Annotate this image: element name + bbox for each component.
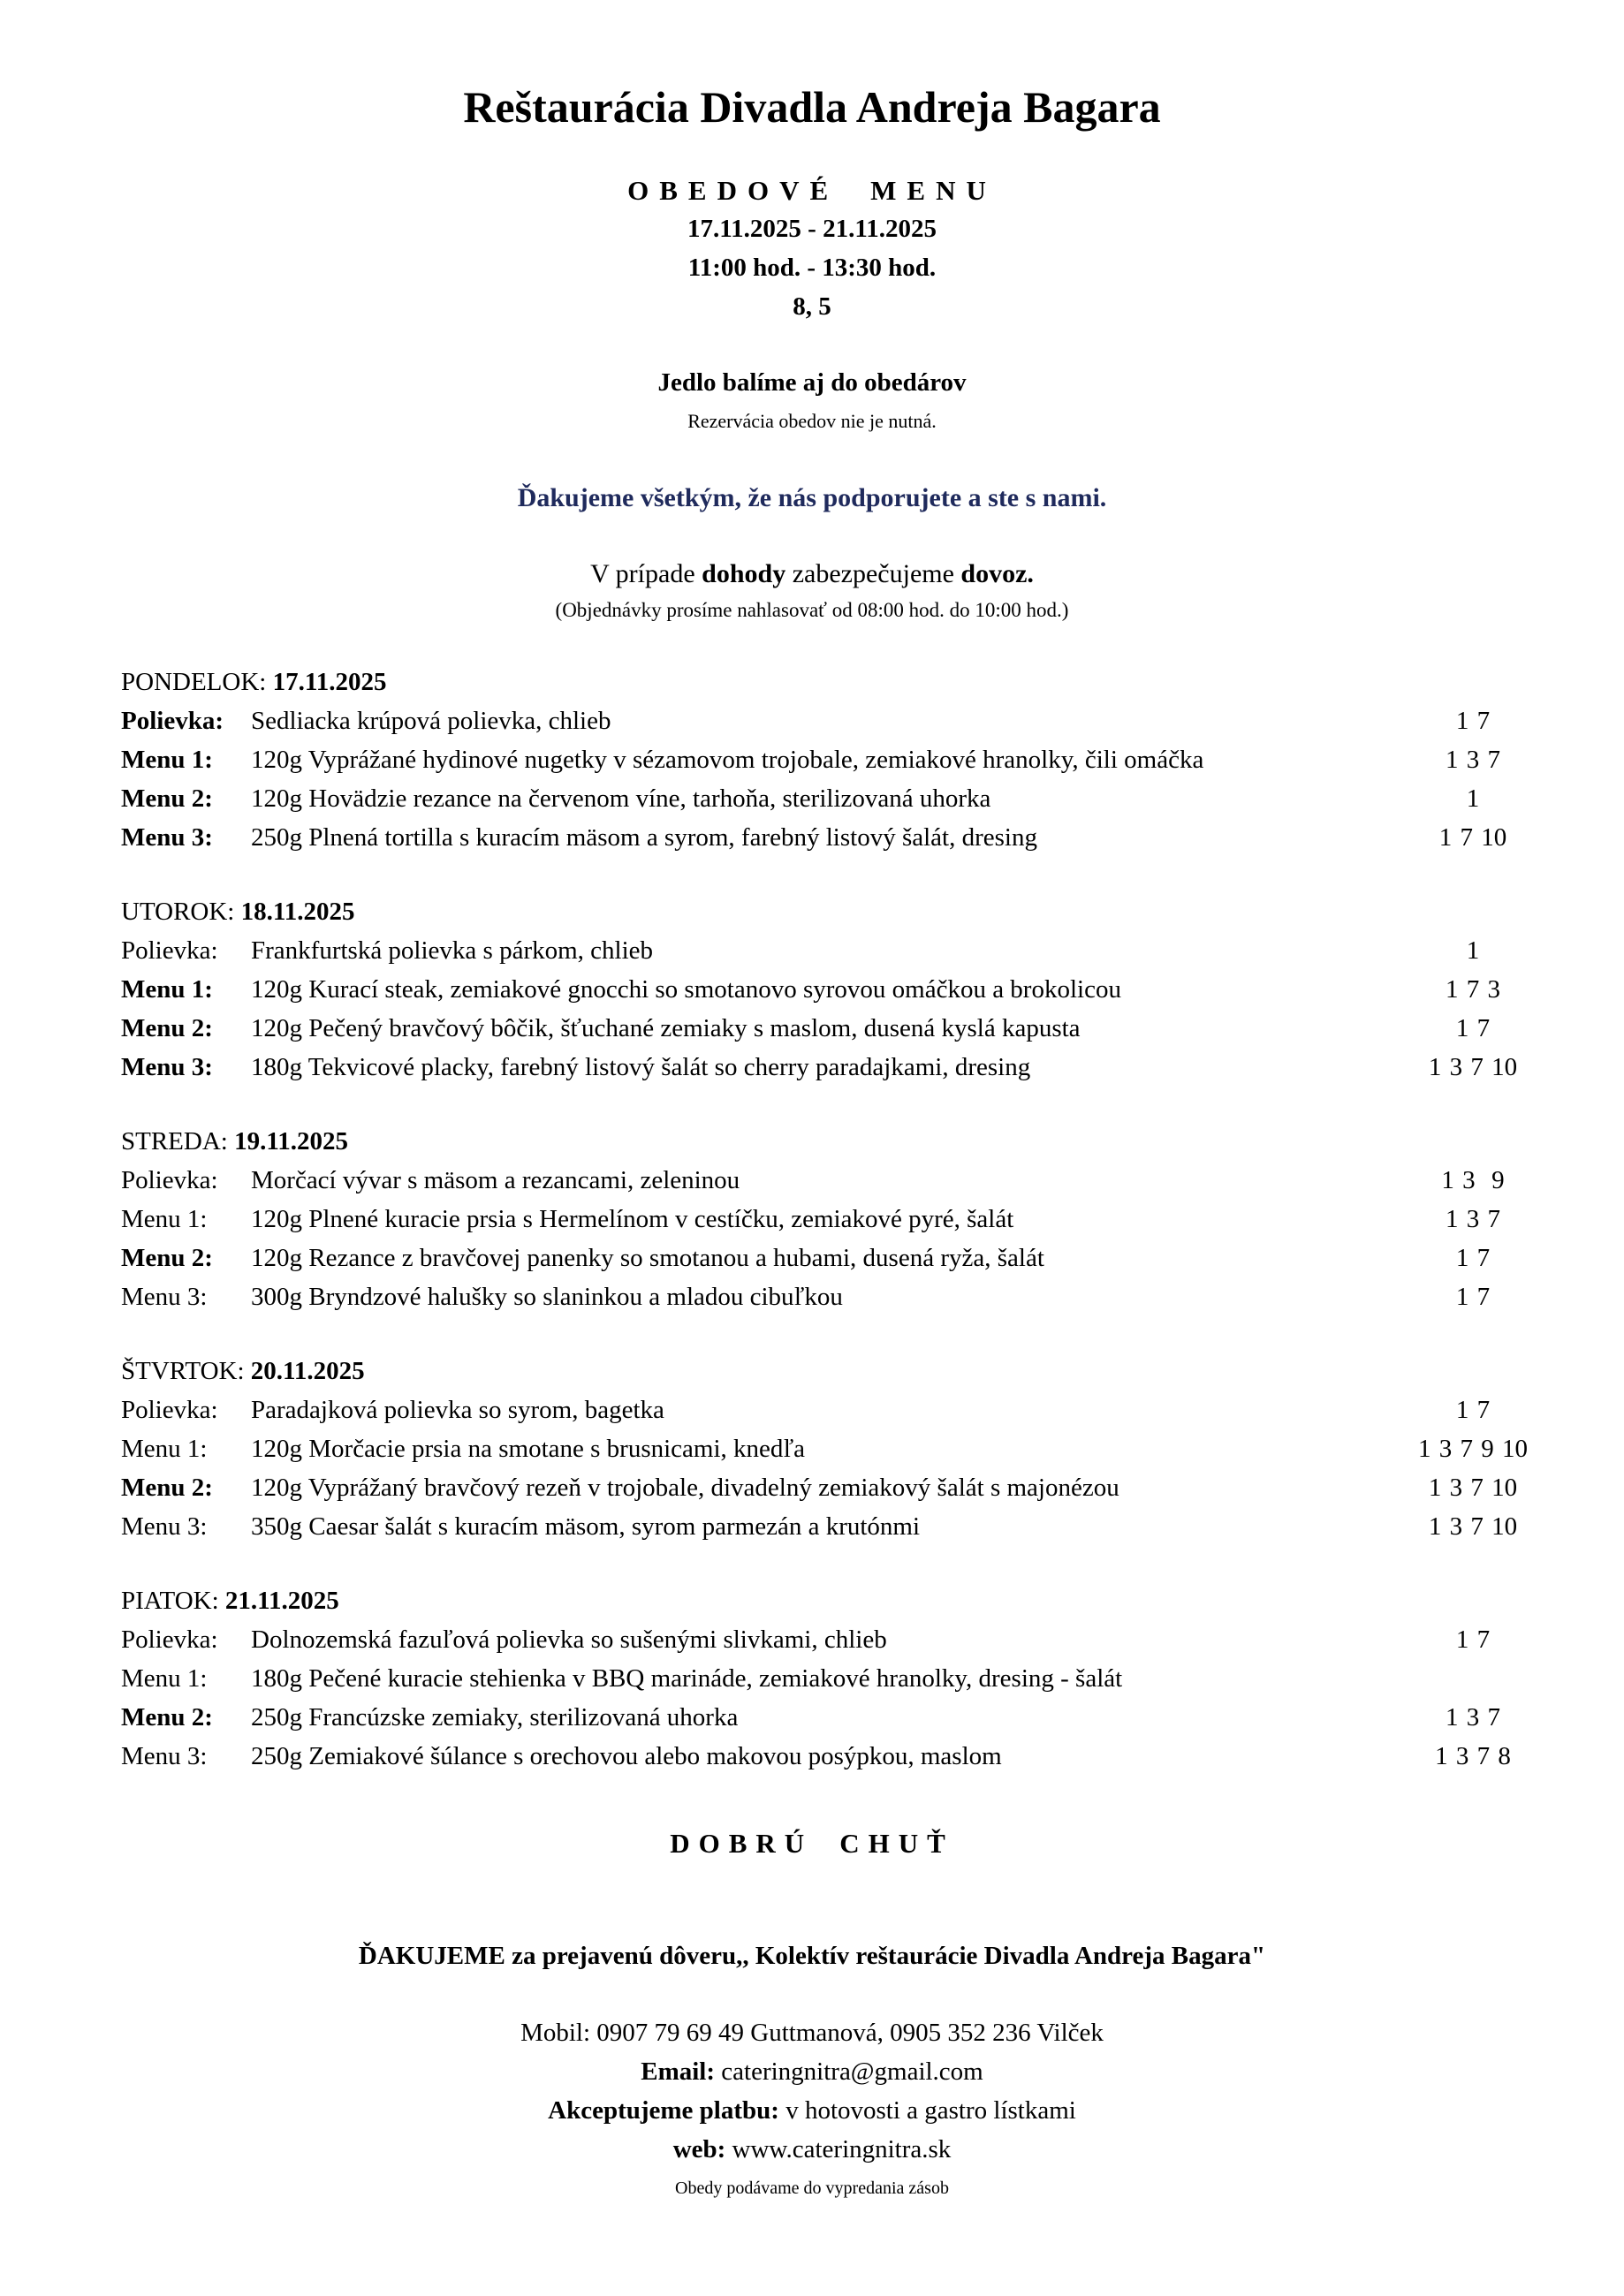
allergens: 1 3 7 8 [1435, 1742, 1511, 1770]
menu-row-1 [121, 970, 1517, 1009]
menu-row-3 [121, 1277, 1517, 1316]
good-appetite-word1: DOBRÚ [670, 1828, 814, 1859]
menu-row-3 [121, 1048, 1517, 1087]
dish-name: 120g Morčacie prsia na smotane s brusnicami, knedľa [251, 1435, 806, 1463]
row-label: Menu 2: [121, 1014, 213, 1042]
packing-notice: Jedlo balíme aj do obedárov [657, 368, 967, 397]
row-label: Menu 2: [121, 1474, 213, 1502]
allergens: 1 7 [1455, 707, 1491, 735]
dish-name: Paradajková polievka so syrom, bagetka [251, 1396, 664, 1424]
dish-name: 180g Pečené kuracie stehienka v BBQ marináde, zemiakové hranolky, dresing - šalát [251, 1664, 1123, 1693]
payment-value: v hotovosti a gastro lístkami [778, 2096, 1076, 2125]
allergens: 1 7 [1455, 1283, 1491, 1311]
menu-row-2 [121, 1239, 1517, 1277]
dish-name: Sedliacka krúpová polievka, chlieb [251, 707, 611, 735]
allergens: 1 3 9 [1441, 1166, 1505, 1194]
row-label: Menu 3: [121, 1512, 208, 1541]
day-section-monday [121, 663, 1517, 857]
menu-row-2 [121, 779, 1517, 818]
good-appetite-heading [0, 1828, 1624, 1860]
dish-name: 350g Caesar šalát s kuracím mäsom, syrom parmezán a krutónmi [251, 1512, 921, 1541]
dish-name: Dolnozemská fazuľová polievka so sušenými slivkami, chlieb [251, 1625, 887, 1654]
delivery-bold-2: dovoz. [960, 559, 1034, 588]
row-label: Menu 3: [121, 1742, 208, 1770]
day-header [121, 1352, 1517, 1390]
menu-row-3 [121, 1737, 1517, 1776]
menu-row-1 [121, 740, 1517, 779]
delivery-text-2: zabezpečujeme [785, 559, 961, 588]
web-label: web: [672, 2135, 726, 2163]
day-header [121, 663, 1517, 701]
dish-name: 120g Vyprážané hydinové nugetky v sézamovom trojobale, zemiakové hranolky, čili omáčka [251, 746, 1204, 774]
reservation-notice: Rezervácia obedov nie je nutná. [687, 410, 937, 432]
payment-label: Akceptujeme platbu: [548, 2096, 779, 2125]
menu-row-1 [121, 1659, 1517, 1698]
day-header [121, 1581, 1517, 1620]
allergens: 1 3 7 10 [1428, 1053, 1518, 1081]
menu-row-soup [121, 1620, 1517, 1659]
allergens: 1 3 7 10 [1428, 1474, 1518, 1502]
email-label: Email: [641, 2057, 716, 2086]
allergens: 1 3 7 [1446, 746, 1500, 774]
row-label: Polievka: [121, 1625, 218, 1654]
delivery-text-1: V prípade [590, 559, 702, 588]
dish-name: 180g Tekvicové placky, farebný listový šalát so cherry paradajkami, dresing [251, 1053, 1031, 1081]
dish-name: Frankfurtská polievka s párkom, chlieb [251, 936, 654, 965]
sold-out-note: Obedy podávame do vypredania zásob [675, 2179, 949, 2198]
menu-row-3 [121, 1507, 1517, 1546]
day-section-friday [121, 1581, 1517, 1776]
orders-time-note: (Objednávky prosíme nahlasovať od 08:00 hod. do 10:00 hod.) [555, 599, 1069, 621]
thanks-notice: Ďakujeme všetkým, že nás podporujete a ste s nami. [517, 483, 1107, 512]
row-label: Polievka: [121, 1396, 218, 1424]
row-label: Menu 1: [121, 1435, 208, 1463]
allergens: 1 3 7 9 10 [1418, 1435, 1528, 1463]
day-name: STREDA: [121, 1127, 228, 1156]
row-label: Menu 1: [121, 1664, 208, 1693]
lunch-menu-heading [0, 175, 1624, 207]
dish-name: 120g Vyprážaný bravčový rezeň v trojobale, divadelný zemiakový šalát s majonézou [251, 1474, 1119, 1502]
day-name: PIATOK: [121, 1587, 219, 1615]
row-label: Menu 2: [121, 1703, 213, 1731]
dish-name: 250g Zemiakové šúlance s orechovou alebo makovou posýpkou, maslom [251, 1742, 1002, 1770]
restaurant-title: Reštaurácia Divadla Andreja Bagara [463, 82, 1161, 132]
lunch-menu-heading-word2: MENU [870, 175, 997, 206]
day-date: 17.11.2025 [272, 668, 387, 696]
row-label: Menu 1: [121, 975, 213, 1004]
email-contact [0, 2057, 1624, 2087]
row-label: Menu 2: [121, 784, 213, 813]
allergens: 1 3 7 [1446, 1205, 1500, 1233]
dish-name: 120g Rezance z bravčovej panenky so smotanou a hubami, dusená ryža, šalát [251, 1244, 1044, 1272]
day-date: 19.11.2025 [234, 1127, 348, 1156]
dish-name: 250g Plnená tortilla s kuracím mäsom a syrom, farebný listový šalát, dresing [251, 823, 1037, 852]
menu-row-soup [121, 1161, 1517, 1200]
row-label: Menu 3: [121, 1053, 213, 1081]
menu-row-2 [121, 1468, 1517, 1507]
good-appetite-word2: CHUŤ [839, 1828, 954, 1859]
menu-row-1 [121, 1429, 1528, 1468]
trust-thanks: ĎAKUJEME za prejavenú dôveru,, Kolektív reštaurácie Divadla Andreja Bagara" [358, 1942, 1266, 1970]
day-section-tuesday [121, 892, 1517, 1087]
menu-row-2 [121, 1009, 1517, 1048]
menu-date-range: 17.11.2025 - 21.11.2025 [687, 215, 937, 243]
menu-row-soup [121, 931, 1517, 970]
day-date: 21.11.2025 [224, 1587, 339, 1615]
menu-code: 8, 5 [793, 292, 831, 321]
row-label: Menu 1: [121, 746, 213, 774]
menu-row-3 [121, 818, 1517, 857]
dish-name: 120g Plnené kuracie prsia s Hermelínom v cestíčku, zemiakové pyré, šalát [251, 1205, 1014, 1233]
allergens: 1 3 7 [1446, 1703, 1500, 1731]
dish-name: 250g Francúzske zemiaky, sterilizovaná uhorka [251, 1703, 739, 1731]
allergens: 1 [1466, 784, 1480, 813]
allergens: 1 7 [1455, 1014, 1491, 1042]
dish-name: 120g Pečený bravčový bôčik, šťuchané zemiaky s maslom, dusená kyslá kapusta [251, 1014, 1081, 1042]
allergens: 1 7 10 [1438, 823, 1507, 852]
day-name: PONDELOK: [121, 668, 267, 696]
delivery-bold-1: dohody [702, 559, 786, 588]
day-header [121, 892, 1517, 931]
dish-name: 120g Hovädzie rezance na červenom víne, tarhoňa, sterilizovaná uhorka [251, 784, 991, 813]
email-link[interactable]: cateringnitra@gmail.com [715, 2057, 983, 2086]
row-label: Menu 3: [121, 823, 213, 852]
day-header [121, 1122, 1517, 1161]
dish-name: 120g Kurací steak, zemiakové gnocchi so smotanovo syrovou omáčkou a brokolicou [251, 975, 1121, 1004]
menu-row-soup [121, 1390, 1517, 1429]
delivery-notice [0, 559, 1624, 589]
row-label: Menu 1: [121, 1205, 208, 1233]
row-label: Polievka: [121, 936, 218, 965]
row-label: Polievka: [121, 707, 224, 735]
allergens: 1 7 [1455, 1625, 1491, 1654]
day-section-thursday [121, 1352, 1528, 1546]
menu-row-2 [121, 1698, 1517, 1737]
dish-name: 300g Bryndzové halušky so slaninkou a mladou cibuľkou [251, 1283, 843, 1311]
menu-row-1 [121, 1200, 1517, 1239]
payment-info [0, 2096, 1624, 2126]
allergens: 1 7 [1455, 1244, 1491, 1272]
day-date: 20.11.2025 [250, 1357, 365, 1385]
web-link[interactable]: www.cateringnitra.sk [725, 2135, 952, 2163]
allergens: 1 7 [1455, 1396, 1491, 1424]
row-label: Menu 3: [121, 1283, 208, 1311]
allergens: 1 7 3 [1446, 975, 1500, 1004]
allergens: 1 [1466, 936, 1480, 965]
row-label: Polievka: [121, 1166, 218, 1194]
allergens: 1 3 7 10 [1428, 1512, 1518, 1541]
menu-row-soup [121, 701, 1517, 740]
row-label: Menu 2: [121, 1244, 213, 1272]
lunch-menu-heading-word1: OBEDOVÉ [627, 175, 839, 206]
day-name: ŠTVRTOK: [121, 1357, 245, 1385]
day-name: UTOROK: [121, 898, 235, 926]
day-date: 18.11.2025 [240, 898, 355, 926]
mobile-contact: Mobil: 0907 79 69 49 Guttmanová, 0905 352 236 Vilček [520, 2019, 1104, 2047]
web-contact [0, 2135, 1624, 2164]
day-section-wednesday [121, 1122, 1517, 1316]
dish-name: Morčací vývar s mäsom a rezancami, zeleninou [251, 1166, 740, 1194]
serving-hours: 11:00 hod. - 13:30 hod. [687, 254, 937, 282]
